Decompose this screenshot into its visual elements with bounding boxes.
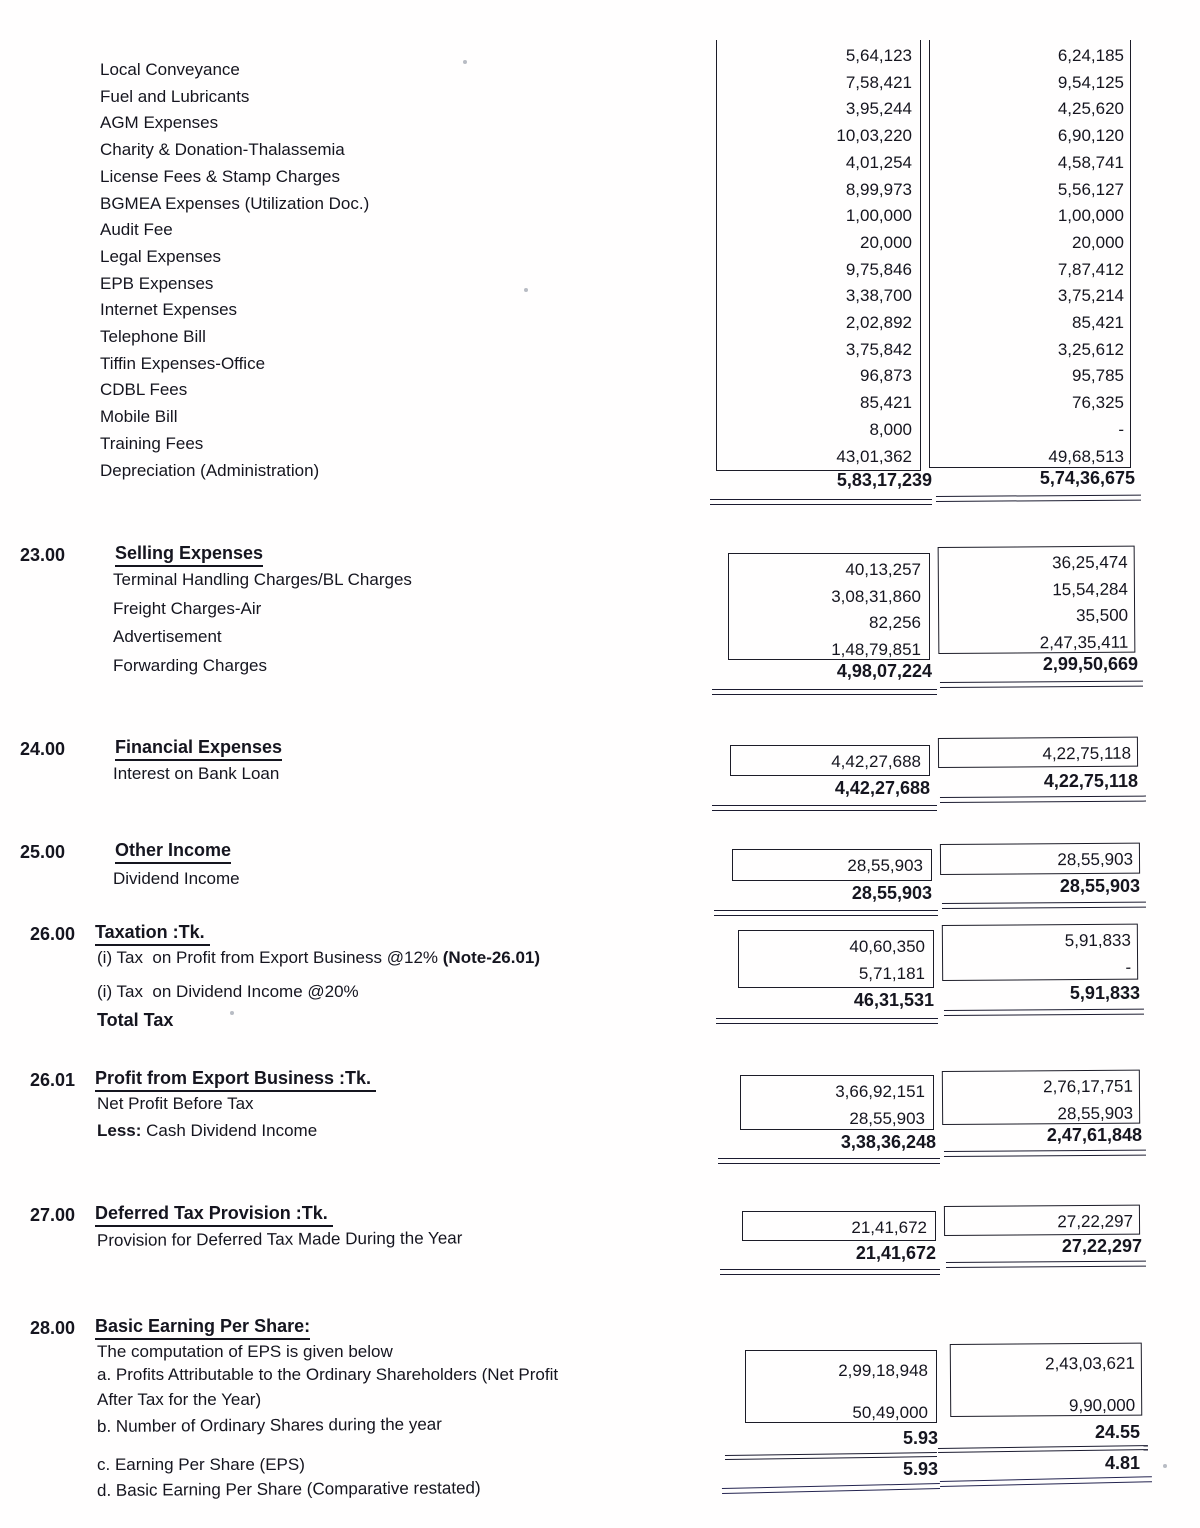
amount: 2,76,17,751 [1043,1076,1133,1097]
expense-label: Advertisement [113,627,222,646]
previous-year-total: 2,47,61,848 [1046,1125,1142,1145]
section-eps [0,1316,1200,1516]
amount: 3,66,92,151 [835,1082,925,1101]
amount: 43,01,362 [836,446,912,466]
amount: - [1125,957,1132,977]
amount: 40,13,257 [845,560,921,579]
section-title: Financial Expenses [115,737,282,761]
amount: 5,56,127 [1057,179,1124,199]
double-rule [940,796,1146,803]
amount: 2,43,03,621 [1045,1353,1135,1374]
current-year-values-box [740,1075,934,1130]
expense-label: Internet Expenses [100,300,238,320]
expense-label: EPB Expenses [100,273,214,293]
previous-year-total: 2,99,50,669 [1042,654,1138,674]
expense-label: AGM Expenses [100,113,219,133]
double-rule [944,1009,1144,1016]
line-label: Provision for Deferred Tax Made During the Year [96,1228,463,1250]
selling-expense-labels [113,566,412,680]
amount: 8,000 [869,419,912,439]
amount: 9,90,000 [1068,1395,1136,1415]
amount: 20,000 [1072,232,1124,252]
eps-line-b: b. Number of Ordinary Shares during the year [96,1414,442,1436]
note-number: 24.00 [20,739,66,759]
eps-labels [97,1362,567,1412]
admin-expense-labels [100,57,369,484]
note-number: 26.00 [30,924,76,944]
basic-eps-current: 5.93 [902,1459,938,1479]
section-financial-expenses [0,737,1200,827]
amount: 9,75,846 [845,259,912,279]
double-rule [718,1158,940,1164]
current-year-total: 46,31,531 [853,990,934,1010]
amount: 28,55,903 [1057,1103,1134,1123]
section-title: Basic Earning Per Share: [95,1316,310,1340]
current-year-total: 3,38,36,248 [840,1132,936,1152]
amount: 3,75,214 [1057,286,1124,306]
double-rule [712,689,937,695]
previous-year-values-box [944,1205,1140,1236]
current-year-values-box [728,553,930,660]
scan-speck [524,288,528,292]
note-reference: (Note-26.01) [442,948,541,967]
amount: 4,01,254 [845,152,912,172]
expense-label: License Fees & Stamp Charges [100,166,341,186]
amount: 1,00,000 [845,206,912,226]
eps-previous: 24.55 [1094,1422,1140,1442]
expense-label: Interest on Bank Loan [113,764,280,783]
current-year-values-box [742,1211,936,1241]
amount: 35,500 [1076,605,1129,626]
amount: 3,95,244 [845,99,912,119]
section-title: Profit from Export Business :Tk. [95,1068,376,1092]
line-text: Cash Dividend Income [141,1121,318,1140]
amount: 6,24,185 [1057,46,1124,65]
double-rule [716,1018,938,1024]
note-number: 26.01 [30,1070,76,1090]
amount: 2,47,35,411 [1039,632,1129,652]
scan-speck [1163,1464,1167,1468]
previous-year-values-box [929,40,1131,468]
double-rule [942,902,1146,909]
expense-label: Tiffin Expenses-Office [100,353,266,373]
amount: 3,38,700 [845,286,912,306]
current-year-total: 28,55,903 [851,883,932,903]
double-rule [944,1150,1146,1157]
amount: 40,60,350 [849,937,925,956]
amount: 15,54,284 [1052,579,1128,599]
less-prefix: Less: [97,1121,142,1140]
expense-label: CDBL Fees [100,380,188,400]
previous-year-values-box [950,1343,1143,1417]
previous-year-values-box [942,1070,1140,1125]
expense-label: Charity & Donation-Thalassemia [100,140,345,160]
amount: 4,22,75,118 [1042,743,1132,764]
double-rule [940,681,1143,688]
current-year-values-box [745,1350,937,1423]
previous-year-values-box [942,924,1138,981]
amount: 4,42,27,688 [831,752,921,771]
amount: 8,99,973 [845,179,912,199]
double-rule [722,1483,940,1494]
section-other-income [0,840,1200,930]
amount: 85,421 [860,393,912,413]
amount: 1,00,000 [1057,206,1124,226]
eps-line-d: d. Basic Earning Per Share (Comparative restated) [96,1478,481,1500]
amount: 5,91,833 [1064,930,1131,951]
eps-current: 5.93 [902,1428,938,1448]
section-title: Deferred Tax Provision :Tk. [95,1203,333,1227]
double-rule [712,805,937,811]
tax-line-label: (i) Tax on Dividend Income @20% [97,982,359,1001]
total-tax-label: Total Tax [97,1010,174,1030]
double-rule [714,910,938,916]
note-number: 23.00 [20,545,66,565]
expense-label: Forwarding Charges [113,655,268,675]
amount: 4,58,741 [1057,152,1124,172]
previous-year-total: 4,22,75,118 [1043,771,1138,791]
double-rule [946,1261,1146,1268]
eps-intro: The computation of EPS is given below [97,1342,393,1361]
note-number: 28.00 [30,1318,76,1338]
section-title: Other Income [115,840,231,864]
amount: 28,55,903 [847,856,923,875]
amount: 3,75,842 [845,339,912,359]
amount: 96,873 [860,366,912,386]
expense-label: Depreciation (Administration) [100,460,320,480]
amount: 9,54,125 [1057,72,1124,92]
current-year-total: 4,98,07,224 [836,661,932,681]
eps-line-c: c. Earning Per Share (EPS) [97,1455,305,1474]
double-rule [720,1269,940,1275]
current-year-values-box [716,40,921,471]
expense-label: Terminal Handling Charges/BL Charges [113,570,412,589]
current-year-total: 4,42,27,688 [834,778,930,798]
amount: 4,25,620 [1057,99,1124,119]
section-export-profit [0,1068,1200,1168]
amount: 36,25,474 [1052,552,1128,573]
amount: 1,48,79,851 [831,639,921,659]
amount: 20,000 [860,232,912,252]
amount: 28,55,903 [1057,849,1134,870]
section-taxation [0,922,1200,1032]
expense-label: Training Fees [100,433,204,453]
double-rule [710,499,932,505]
previous-year-total: 5,74,36,675 [1039,468,1135,488]
amount: 85,421 [1072,313,1124,333]
eps-line-a: a. Profits Attributable to the Ordinary Shareholders (Net Profit After Tax for the Year) [97,1365,559,1409]
amount: 95,785 [1072,366,1124,386]
amount: 6,90,120 [1057,126,1124,146]
previous-year-total: 5,91,833 [1069,983,1140,1003]
section-selling-expenses [0,543,1200,703]
tax-line-text: (i) Tax on Profit from Export Business @12% [97,948,443,967]
amount: 49,68,513 [1048,446,1124,466]
line-label: Net Profit Before Tax [97,1094,254,1113]
expense-label: BGMEA Expenses (Utilization Doc.) [100,193,370,213]
expense-label: Audit Fee [100,220,173,240]
expense-label: Fuel and Lubricants [100,86,250,106]
current-year-total: 21,41,672 [855,1243,936,1263]
previous-year-total: 27,22,297 [1061,1236,1142,1256]
amount: 5,71,181 [858,963,925,983]
amount: 28,55,903 [849,1108,925,1128]
amount: 27,22,297 [1057,1211,1134,1232]
scan-speck [463,60,467,64]
amount: 21,41,672 [851,1218,927,1237]
section-title: Taxation :Tk. [95,922,210,946]
basic-eps-previous: 4.81 [1104,1453,1140,1473]
current-year-values-box [732,849,932,881]
previous-year-values-box [940,843,1140,875]
amount: 2,02,892 [845,313,912,333]
expense-label: Local Conveyance [100,60,240,79]
expense-label: Telephone Bill [100,327,206,347]
double-rule [938,1445,1148,1453]
amount: 5,64,123 [845,46,912,65]
amount: 3,25,612 [1057,339,1124,359]
current-year-total: 5,83,17,239 [836,470,932,490]
amount: 7,87,412 [1057,259,1124,279]
tax-line-label [97,948,540,968]
expense-label: Mobile Bill [100,407,178,427]
double-rule [936,495,1141,502]
amount: - [1118,419,1124,439]
section-title: Selling Expenses [115,543,263,567]
amount: 2,99,18,948 [838,1361,928,1380]
previous-year-total: 28,55,903 [1059,876,1140,896]
line-label [97,1121,317,1141]
amount: 76,325 [1072,393,1124,413]
expense-label: Legal Expenses [100,246,221,266]
note-number: 25.00 [20,842,66,862]
double-rule [940,1476,1152,1487]
amount: 7,58,421 [845,72,912,92]
income-label: Dividend Income [113,869,240,888]
current-year-values-box [730,745,930,776]
scan-speck [230,1011,234,1015]
current-year-values-box [738,930,934,988]
expense-label: Freight Charges-Air [113,598,262,618]
section-admin-expenses [0,0,1200,510]
note-number: 27.00 [30,1205,76,1225]
section-deferred-tax [0,1203,1200,1293]
previous-year-values-box [938,737,1138,768]
amount: 10,03,220 [836,126,912,146]
amount: 3,08,31,860 [831,586,921,606]
amount: 82,256 [869,613,921,632]
amount: 50,49,000 [852,1402,928,1422]
previous-year-values-box [938,546,1136,654]
